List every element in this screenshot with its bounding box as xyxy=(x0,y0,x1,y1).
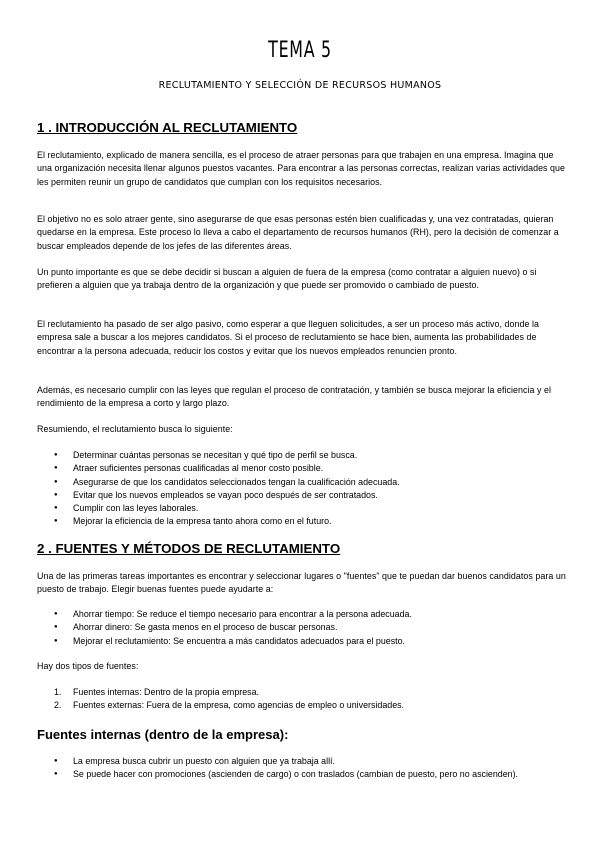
paragraph: El reclutamiento, explicado de manera sencilla, es el proceso de atraer personas para que trabajen en una empresa. Imagina que una organización necesita llenar algunos puestos vacantes. Para encontrar a las personas correctas, realizan varias actividades que les permiten reunir un grupo de candidatos que cumplan con los requisitos necesarios. xyxy=(37,150,566,187)
paragraph: Además, es necesario cumplir con las leyes que regulan el proceso de contratación, y también se busca mejorar la eficiencia y el rendimiento de la empresa a corto y largo plazo. xyxy=(37,385,552,409)
paragraph: Resumiendo, el reclutamiento busca lo siguiente: xyxy=(37,424,233,434)
bullet-list-fuentes-internas xyxy=(37,755,557,782)
section-heading-fuentes: 2 . FUENTES Y MÉTODOS DE RECLUTAMIENTO xyxy=(37,541,341,556)
list-item: ● Se puede hacer con promociones (ascienden de cargo) o con traslados (cambian de puesto, pero no ascienden). xyxy=(37,768,557,781)
bullet-list-beneficios xyxy=(37,608,557,648)
document-title: TEMA 5 xyxy=(268,38,332,63)
subsection-heading-fuentes-internas: Fuentes internas (dentro de la empresa): xyxy=(37,727,289,742)
list-item: ● Asegurarse de que los candidatos seleccionados tengan la cualificación adecuada. xyxy=(37,476,557,489)
paragraph: Hay dos tipos de fuentes: xyxy=(37,661,139,671)
list-item: ● Cumplir con las leyes laborales. xyxy=(37,502,557,515)
document-subtitle: RECLUTAMIENTO Y SELECCIÓN DE RECURSOS HUMANOS xyxy=(158,80,442,91)
list-item: ● Mejorar el reclutamiento: Se encuentra a más candidatos adecuados para el puesto. xyxy=(37,635,557,648)
list-item: ● Ahorrar tiempo: Se reduce el tiempo necesario para encontrar a la persona adecuada. xyxy=(37,608,557,621)
list-item: ● Atraer suficientes personas cualificadas al menor costo posible. xyxy=(37,462,557,475)
list-item: ● Mejorar la eficiencia de la empresa tanto ahora como en el futuro. xyxy=(37,515,557,528)
list-item: ● Ahorrar dinero: Se gasta menos en el proceso de buscar personas. xyxy=(37,621,557,634)
list-item: 2. Fuentes externas: Fuera de la empresa, como agencias de empleo o universidades. xyxy=(54,700,405,711)
list-item: 1. Fuentes internas: Dentro de la propia empresa. xyxy=(54,687,259,697)
paragraph: El reclutamiento ha pasado de ser algo pasivo, como esperar a que lleguen solicitudes, a ser un proceso más activo, donde la empresa sale a buscar a los mejores candidatos. Si el proceso de reclutamiento se hace bien, aumenta las probabilidades de encontrar a la persona adecuada, reducir los costos y evitar que los nuevos empleados renuncien pronto. xyxy=(37,319,540,356)
numbered-list-tipos xyxy=(37,686,557,713)
paragraph: Una de las primeras tareas importantes es encontrar y seleccionar lugares o "fuentes" que te puedan dar buenos candidatos para un puesto de trabajo. Elegir buenas fuentes puede ayudarte a: xyxy=(37,571,566,595)
paragraph: El objetivo no es solo atraer gente, sino asegurarse de que esas personas estén bien cualificadas y, una vez contratadas, quieran quedarse en la empresa. Este proceso lo lleva a cabo el departamento de recursos humanos (RH), pero la decisión de comenzar a buscar empleados depende de los jefes de las diferentes áreas. xyxy=(37,214,559,251)
paragraph: Un punto importante es que se debe decidir si buscan a alguien de fuera de la empresa (como contratar a alguien nuevo) o si prefieren a alguien que ya trabaja dentro de la organización y que puede ser promovido o cambiado de puesto. xyxy=(37,267,537,291)
list-item: ● Evitar que los nuevos empleados se vayan poco después de ser contratados. xyxy=(37,489,557,502)
list-item: ● Determinar cuántas personas se necesitan y qué tipo de perfil se busca. xyxy=(37,449,557,462)
bullet-list-objetivos xyxy=(37,449,557,529)
list-item: ● La empresa busca cubrir un puesto con alguien que ya trabaja allí. xyxy=(37,755,557,768)
section-heading-introduccion: 1 . INTRODUCCIÓN AL RECLUTAMIENTO xyxy=(37,120,298,135)
